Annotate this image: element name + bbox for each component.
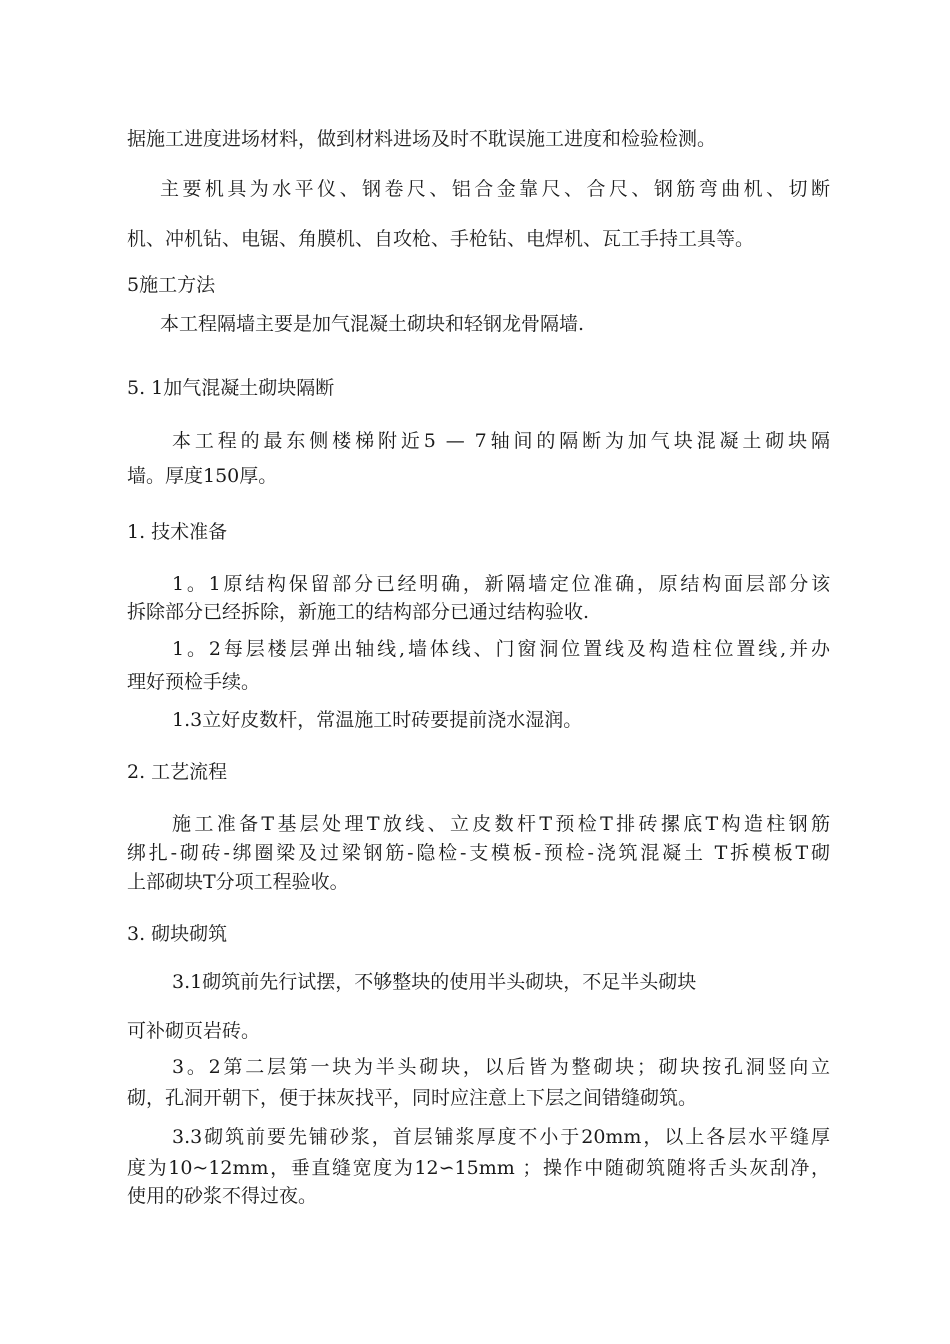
- text-line-13: 理好预检手续。: [127, 671, 261, 693]
- section-heading-5: 5施工方法: [127, 274, 216, 296]
- text-line-12: 1。2每层楼层弹出轴线,墙体线、门窗洞位置线及构造柱位置线,并办: [172, 638, 830, 660]
- text-line-2: 主要机具为水平仪、钢卷尺、铝合金靠尺、合尺、钢筋弯曲机、切断: [160, 178, 830, 200]
- text-line-21: 可补砌页岩砖。: [127, 1020, 261, 1042]
- text-line-20: 3.1砌筑前先行试摆，不够整块的使用半头砌块，不足半头砌块: [172, 971, 697, 993]
- text-line-18: 上部砌块T分项工程验收。: [127, 871, 349, 893]
- text-line-16: 施工准备T基层处理T放线、立皮数杆T预检T排砖摞底T构造柱钢筋: [172, 813, 830, 835]
- heading-block-masonry: 3. 砌块砌筑: [127, 923, 228, 945]
- text-line-23: 砌，孔洞开朝下，便于抹灰找平，同时应注意上下层之间错缝砌筑。: [127, 1087, 698, 1109]
- text-line-1: 据施工进度进场材料，做到材料进场及时不耽误施工进度和检验检测。: [127, 128, 717, 150]
- text-line-11: 拆除部分已经拆除，新施工的结构部分已通过结构验收.: [127, 601, 590, 623]
- text-line-14: 1.3立好皮数杆，常温施工时砖要提前浇水湿润。: [172, 709, 583, 731]
- heading-technical-prep: 1. 技术准备: [127, 521, 228, 543]
- text-line-22: 3。2第二层第一块为半头砌块，以后皆为整砌块；砌块按孔洞竖向立: [172, 1056, 830, 1078]
- text-line-8: 墙。厚度150厚。: [127, 465, 278, 487]
- text-line-17: 绑扎-砌砖-绑圈梁及过梁钢筋-隐检-支模板-预检-浇筑混凝土 T拆模板T砌: [127, 842, 830, 864]
- heading-process-flow: 2. 工艺流程: [127, 761, 228, 783]
- text-line-25: 度为10~12mm，垂直缝宽度为12∽15mm ；操作中随砌筑随将舌头灰刮净，: [127, 1157, 830, 1179]
- text-line-24: 3.3砌筑前要先铺砂浆，首层铺浆厚度不小于20mm，以上各层水平缝厚: [172, 1126, 830, 1148]
- section-heading-5-1: 5. 1加气混凝土砌块隔断: [127, 377, 335, 399]
- text-line-3: 机、冲机钻、电锯、角膜机、自攻枪、手枪钻、电焊机、瓦工手持工具等。: [127, 228, 755, 250]
- text-line-26: 使用的砂浆不得过夜。: [127, 1185, 318, 1207]
- text-line-10: 1。1原结构保留部分已经明确，新隔墙定位准确，原结构面层部分该: [172, 573, 830, 595]
- text-line-5: 本工程隔墙主要是加气混凝土砌块和轻钢龙骨隔墙.: [160, 313, 585, 335]
- text-line-7: 本工程的最东侧楼梯附近5 — 7轴间的隔断为加气块混凝土砌块隔: [172, 430, 830, 452]
